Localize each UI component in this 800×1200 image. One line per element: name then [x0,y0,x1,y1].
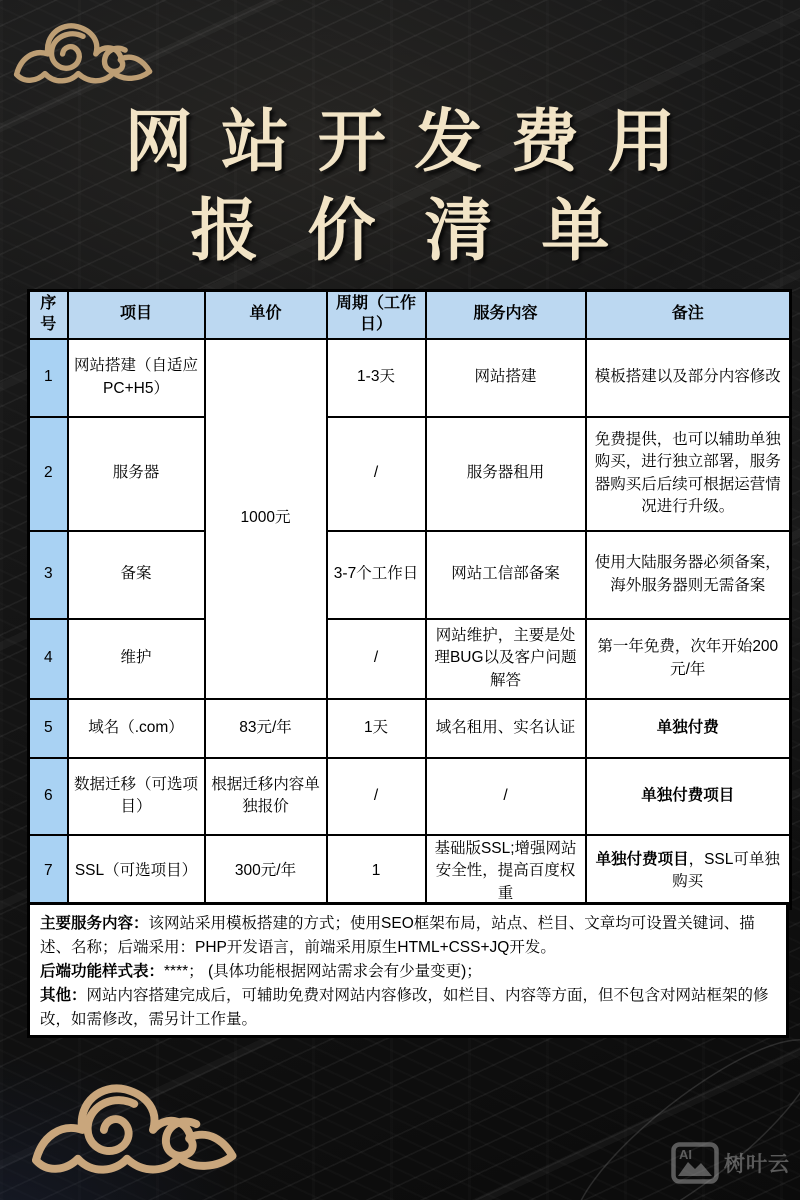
item-name: 备案 [68,531,205,619]
row-number: 7 [29,835,68,909]
cycle: / [327,758,426,835]
cloud-icon [24,1062,256,1192]
table-row [29,417,791,531]
page-title-line-1: 网站开发费用 [124,104,704,180]
note-text: ****； (具体功能根据网站需求会有少量变更)； [164,963,482,981]
header-serial: 序号 [29,291,68,339]
note: 第一年免费，次年开始200元/年 [586,619,791,699]
header-service: 服务内容 [426,291,586,339]
note-label: 主要服务内容： [40,915,149,932]
item-name: 网站搭建（自适应PC+H5） [68,339,205,417]
pricing-table [27,289,792,910]
item-name: 域名（.com） [68,699,205,758]
service-content: / [426,758,586,835]
note [586,835,791,909]
header-item: 项目 [68,291,205,339]
brand-name: 树叶云 [724,1153,790,1176]
watermark [671,1142,790,1184]
row-number: 5 [29,699,68,758]
service-content: 网站搭建 [426,339,586,417]
mountain-icon [678,1162,712,1176]
cycle: 3-7个工作日 [327,531,426,619]
note-text: 网站内容搭建完成后，可辅助免费对网站内容修改，如栏目、内容等方面，但不包含对网站框架的修改，如需修改，需另计工作量。 [40,987,769,1029]
service-content: 服务器租用 [426,417,586,531]
service-content: 域名租用、实名认证 [426,699,586,758]
item-name: 数据迁移（可选项目） [68,758,205,835]
header-unit-price: 单价 [205,291,327,339]
cycle: 1 [327,835,426,909]
cycle: 1-3天 [327,339,426,417]
note: 单独付费 [586,699,791,758]
table-row [29,699,791,758]
service-content: 基础版SSL;增强网站安全性，提高百度权重 [426,835,586,909]
note: 单独付费项目 [586,758,791,835]
table-row [29,339,791,417]
notes-section [27,902,789,1038]
note-line [40,984,776,1032]
page-title-line-2: 报价清单 [190,193,659,269]
item-name: 服务器 [68,417,205,531]
row-number: 1 [29,339,68,417]
note-line [40,960,776,984]
unit-price: 根据迁移内容单独报价 [205,758,327,835]
note-label: 后端功能样式表： [40,963,165,981]
ai-logo-icon [671,1142,719,1184]
item-name: SSL（可选项目） [68,835,205,909]
table-row [29,835,791,909]
row-number: 6 [29,758,68,835]
row-number: 4 [29,619,68,699]
note-text: 该网站采用模板搭建的方式；使用SEO框架布局，站点、栏目、文章均可设置关键词、描述、名称；后端采用：PHP开发语言，前端采用原生HTML+CSS+JQ开发。 [40,915,755,957]
note-label: 其他： [40,987,87,1005]
cycle: / [327,619,426,699]
table-row [29,758,791,835]
header-note: 备注 [586,291,791,339]
note: 免费提供，也可以辅助单独购买，进行独立部署，服务器购买后后续可根据运营情况进行升级。 [586,417,791,531]
note-bold-part: 单独付费项目 [595,850,689,868]
table-row [29,619,791,699]
ai-logo-text: AI [679,1147,692,1162]
service-content: 网站维护，主要是处理BUG以及客户问题解答 [426,619,586,699]
item-name: 维护 [68,619,205,699]
unit-price: 83元/年 [205,699,327,758]
cloud-icon [8,8,166,96]
unit-price-merged: 1000元 [205,339,327,699]
cycle: 1天 [327,699,426,758]
service-content: 网站工信部备案 [426,531,586,619]
note-line [40,912,776,960]
table-row [29,531,791,619]
note-rest: ，SSL可单独购买 [672,850,780,891]
row-number: 3 [29,531,68,619]
row-number: 2 [29,417,68,531]
table-header-row [29,291,791,339]
note: 使用大陆服务器必须备案，海外服务器则无需备案 [586,531,791,619]
unit-price: 300元/年 [205,835,327,909]
note: 模板搭建以及部分内容修改 [586,339,791,417]
cycle: / [327,417,426,531]
header-cycle: 周期（工作日） [327,291,426,339]
